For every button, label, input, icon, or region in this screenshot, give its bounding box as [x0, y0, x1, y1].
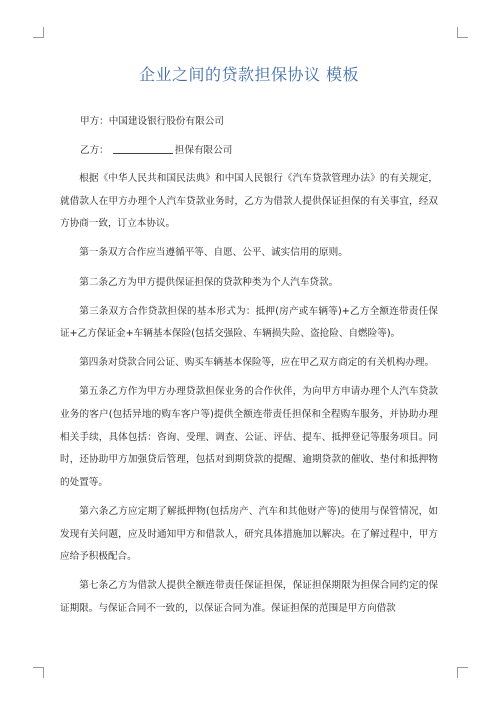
article-4: 第四条对贷款合同公证、购买车辆基本保险等，应在甲乙双方商定的有关机构办理。	[79, 357, 435, 369]
party-b-line	[60, 140, 438, 163]
party-a-line	[60, 111, 438, 134]
crop-mark-bottom-right	[457, 667, 468, 678]
article-3: 第三条双方合作贷款担保的基本形式为：抵押(房产或车辆等)+乙方全额连带责任保证+乙方保证金+车辆基本保险(包括交强险、车辆损失险、盗抢险、自燃险等)。	[60, 305, 438, 340]
party-b-blank	[113, 143, 173, 154]
crop-mark-bottom-left	[33, 667, 44, 678]
document-title: 企业之间的贷款担保协议 模板	[138, 65, 360, 84]
article-7: 第七条乙方为借款人提供全额连带责任保证担保，保证担保期限为担保合同约定的保证期限。与保证合同不一致的，以保证合同为准。保证担保的范围是甲方向借款	[60, 580, 438, 614]
party-b-label: 乙方：	[80, 144, 109, 156]
crop-mark-top-right	[457, 27, 468, 38]
party-a-value: 中国建设银行股份有限公司	[108, 116, 224, 127]
crop-mark-top-left	[33, 27, 44, 38]
party-b-value: 担保有限公司	[174, 144, 233, 156]
article-5: 第五条乙方作为甲方办理贷款担保业务的合作伙伴，为向甲方申请办理个人汽车贷款业务的客户(包括异地的购车客户等)提供全额连带责任担保和全程购车服务，并协助办理相关手续，具体包括：咨询、受理、调查、公证、评估、提车、抵押登记等服务项目。同时，还协助甲方加强贷后管理，包括对到期贷款的提醒、逾期贷款的催收、垫付和抵押物的处置等。	[60, 386, 438, 488]
article-2: 第二条乙方为甲方提供保证担保的贷款种类为个人汽车贷款。	[79, 276, 339, 288]
article-6: 第六条乙方应定期了解抵押物(包括房产、汽车和其他财产等)的使用与保管情况，如发现有关问题，应及时通知甲方和借款人，研究具体措施加以解决。在了解过程中，甲方应给予积极配合。	[60, 505, 438, 563]
party-a-label: 甲方：	[80, 116, 109, 127]
article-1: 第一条双方合作应当遵循平等、自愿、公平、诚实信用的原则。	[79, 247, 348, 259]
document-page	[60, 62, 438, 627]
preamble-paragraph: 根据《中华人民共和国民法典》和中国人民银行《汽车贷款管理办法》的有关规定，就借款人在甲方办理个人汽车贷款业务时，乙方为借款人提供保证担保的有关事宜，经双方协商一致，订立本协议。	[60, 173, 438, 230]
